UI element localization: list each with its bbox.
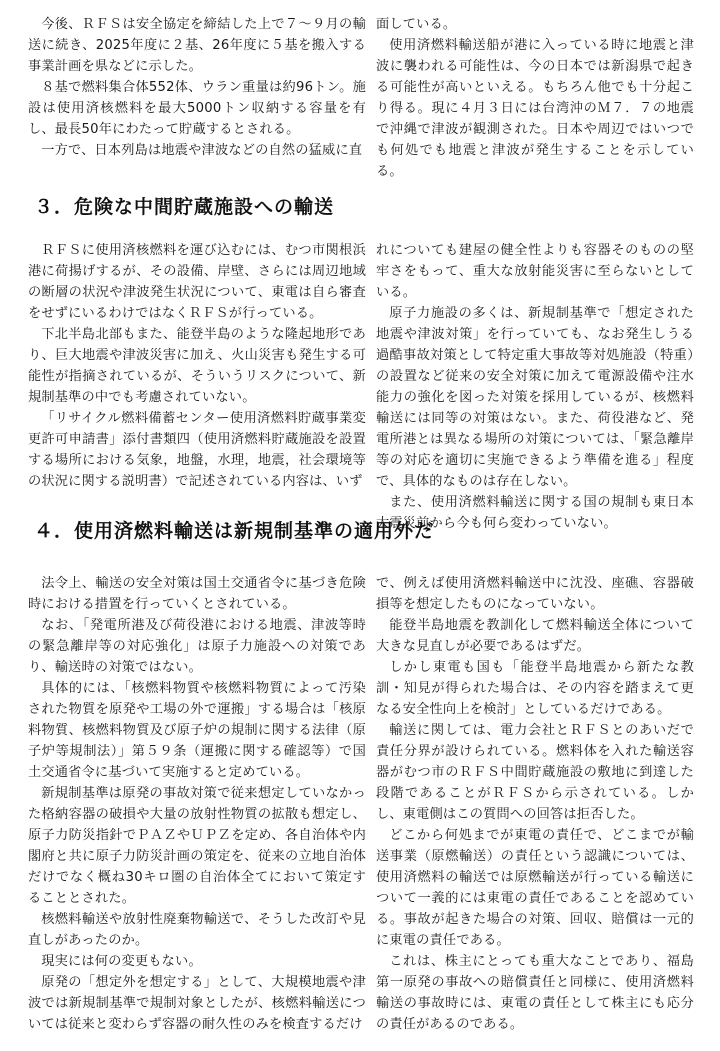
section-3-left-column <box>28 240 366 492</box>
paragraph: ＲＦＳに使用済核燃料を運び込むには、むつ市関根浜港に荷揚げするが、その設備、岸壁、さらには周辺地域の断層の状況や津波発生状況について、東電は自ら審査をせずにいるわけではなくＲＦＳが行っている。 <box>28 243 366 321</box>
section-4-left-column <box>28 573 366 1035</box>
paragraph: ８基で燃料集合体552体、ウラン重量は約96トン。施設は使用済核燃料を最大5000トン収納する容量を有し、最長50年にわたって貯蔵するとされる。 <box>28 80 366 137</box>
intro-left-column <box>28 14 366 161</box>
paragraph: これは、株主にとっても重大なことであり、福島第一原発の事故への賠償責任と同様に、使用済燃料輸送の事故時には、東電の責任として株主にも応分の責任があるのである。 <box>376 954 694 1032</box>
intro-right-column <box>376 14 694 182</box>
section-3-right-column <box>376 240 694 534</box>
paragraph: 今後、ＲＦＳは安全協定を締結した上で７～９月の輸送に続き、2025年度に２基、26年度に５基を搬入する事業計画を県などに示した。 <box>28 17 366 74</box>
paragraph: で、例えば使用済燃料輸送中に沈没、座礁、容器破損等を想定したものになっていない。 <box>376 576 694 612</box>
paragraph: 下北半島北部もまた、能登半島のような隆起地形であり、巨大地震や津波災害に加え、火山災害も発生する可能性が指摘されているが、そういうリスクについて、新規制基準の中でも考慮されていない。 <box>28 327 366 405</box>
paragraph: 一方で、日本列島は地震や津波などの自然の猛威に直 <box>41 143 363 158</box>
section-4-body <box>0 573 720 1043</box>
paragraph: なお、「発電所港及び荷役港における地震、津波等時の緊急離岸等の対応強化」は原子力施設への対策であり、輸送時の対策ではない。 <box>28 618 366 675</box>
paragraph: 輸送に関しては、電力会社とＲＦＳとのあいだで責任分界が設けられている。燃料体を入れた輸送容器がむつ市のＲＦＳ中間貯蔵施設の敷地に到達した段階であることがＲＦＳから示されている。しかし、東電側はこの質問への回答は拒否した。 <box>376 723 694 822</box>
paragraph: また、使用済燃料輸送に関する国の規制も東日本大震災前から今も何ら変わっていない。 <box>376 495 694 531</box>
paragraph: 法令上、輸送の安全対策は国土交通省令に基づき危険時における措置を行っていくとされている。 <box>28 576 366 612</box>
paragraph: 新規制基準は原発の事故対策で従来想定していなかった格納容器の破損や大量の放射性物質の拡散も想定し、原子力防災指針でＰＡＺやＵＰＺを定め、各自治体や内閣府と共に原子力防災計画の策定を、従来の立地自治体だけでなく概ね30キロ圏の自治体全てにおいて策定することとされた。 <box>28 786 366 906</box>
paragraph: 能登半島地震を教訓化して燃料輸送全体について大きな見直しが必要であるはずだ。 <box>376 618 694 654</box>
paragraph: どこから何処までが東電の責任で、どこまでが輸送事業（原燃輸送）の責任という認識については、使用済燃料の輸送では原燃輸送が行っている輸送について一義的には東電の責任であることを認めている。事故が起きた場合の対策、回収、賠償は一元的に東電の責任である。 <box>376 828 694 948</box>
paragraph: 原子力施設の多くは、新規制基準で「想定された地震や津波対策」を行っていても、なお発生しうる過酷事故対策として特定重大事故等対処施設（特重）の設置など従来の安全対策に加えて電源設備や注水能力の強化を図った対策を採用しているが、核燃料輸送には同等の対策はない。また、荷役港など、発電所港とは異なる場所の対策については、「緊急離岸等の対応を適切に実施できるよう準備を進る」程度で、具体的なものは存在しない。 <box>376 306 694 489</box>
paragraph: 核燃料輸送や放射性廃棄物輸送で、そうした改訂や見直しがあったのか。 <box>28 912 366 948</box>
paragraph: れについても建屋の健全性よりも容器そのものの堅牢さをもって、重大な放射能災害に至らないとしている。 <box>376 243 694 300</box>
paragraph: 面している。 <box>376 17 457 32</box>
paragraph: 具体的には、「核燃料物質や核燃料物質によって汚染された物質を原発や工場の外で運搬」する場合は「核原料物質、核燃料物質及び原子炉の規制に関する法律（原子炉等規制法）」第５９条（運搬に関する確認等）で国土交通省令に基づいて実施すると定めている。 <box>28 681 366 780</box>
intro-block <box>0 14 720 179</box>
paragraph: 原発の「想定外を想定する」として、大規模地震や津波では新規制基準で規制対象としたが、核燃料輸送については従来と変わらず容器の耐久性のみを検査するだけ <box>28 975 366 1032</box>
section-4-heading: ４．使用済燃料輸送は新規制基準の適用外だ <box>34 520 435 542</box>
paragraph: 「リサイクル燃料備蓄センター使用済燃料貯蔵事業変更許可申請書」添付書類四（使用済燃料貯蔵施設を設置する場所における気象，地盤，水理，地震，社会環境等の状況に関する説明書）で記述されている内容は、いず <box>28 411 366 489</box>
section-3-heading: ３．危険な中間貯蔵施設への輸送 <box>34 196 335 218</box>
paragraph: しかし東電も国も「能登半島地震から新たな教訓・知見が得られた場合は、その内容を踏まえて更なる安全性向上を検討」としているだけである。 <box>376 660 694 717</box>
section-4-right-column <box>376 573 694 1035</box>
paragraph: 使用済燃料輸送船が港に入っている時に地震と津波に襲われる可能性は、今の日本では新潟県で起きる可能性が高いといえる。もちろん他でも十分起こり得る。現に４月３日には台湾沖のＭ７．７の地震で沖縄で津波が観測された。日本や周辺ではいつでも何処でも地震と津波が発生することを示している。 <box>376 38 694 179</box>
paragraph: 現実には何の変更もない。 <box>41 954 202 969</box>
